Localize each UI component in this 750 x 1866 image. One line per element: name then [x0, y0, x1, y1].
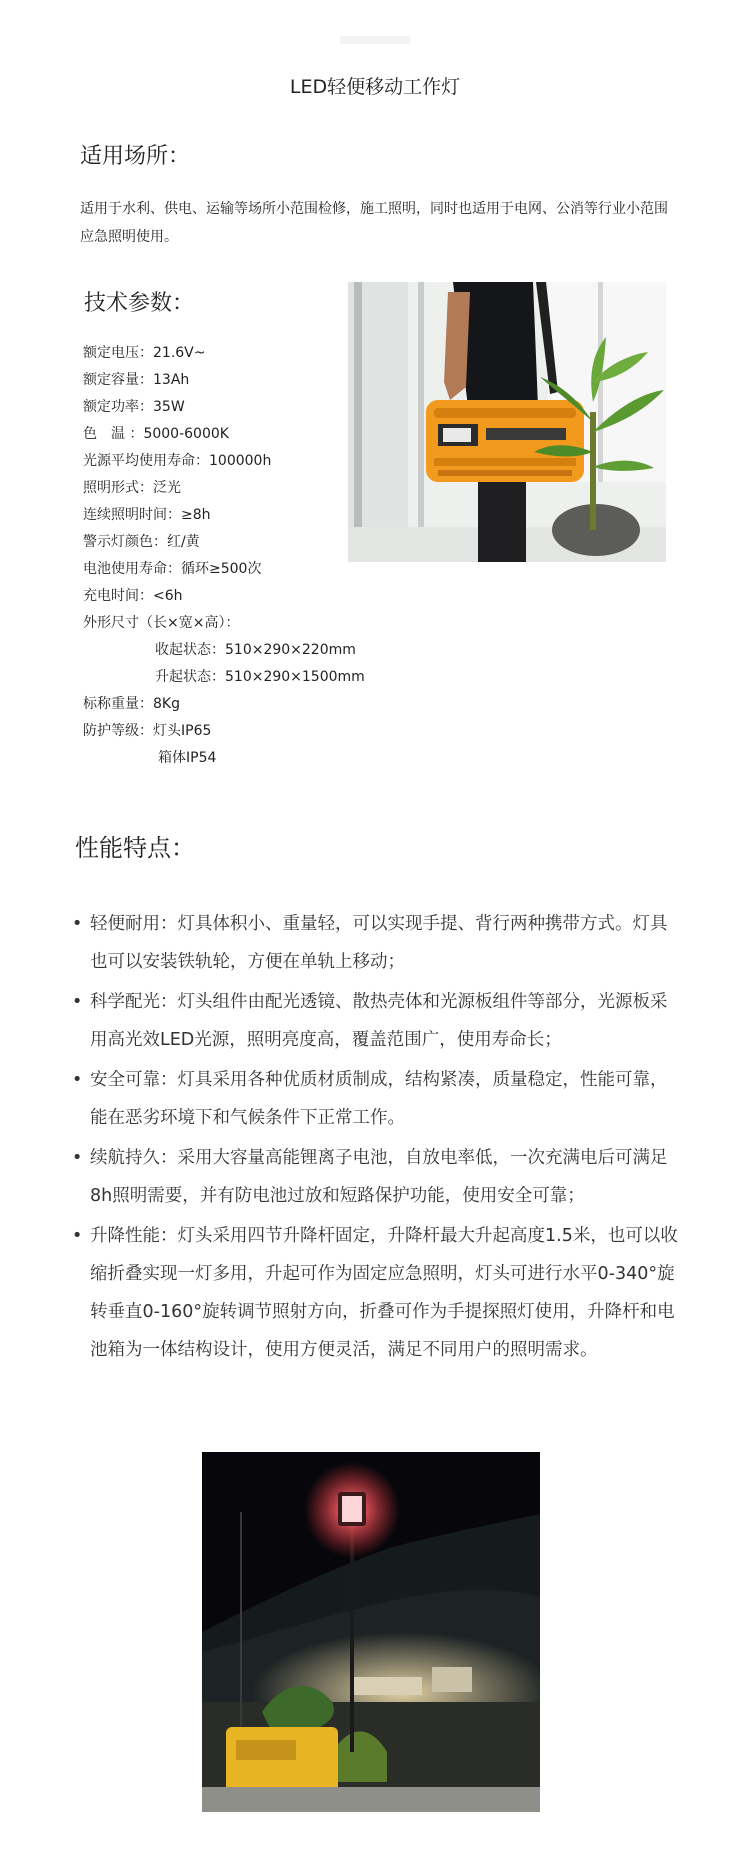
feature-text: 轻便耐用：灯具体积小、重量轻，可以实现手提、背行两种携带方式。灯具也可以安装铁轨轮，方便在单轨上移动；: [90, 914, 668, 972]
bullet-dot: •: [72, 1226, 83, 1246]
spec-item: [155, 639, 356, 659]
spec-label: 额定电压：: [83, 345, 153, 361]
spec-label: 电池使用寿命：: [83, 561, 181, 577]
feature-text: 升降性能：灯头采用四节升降杆固定，升降杆最大升起高度1.5米，也可以收缩折叠实现一灯多用，升起可作为固定应急照明，灯头可进行水平0-340°旋转垂直0-160°旋转调节照射方向，折叠可作为手提探照灯使用，升降杆和电池箱为一体结构设计，使用方便灵活，满足不同用户的照明需求。: [90, 1226, 678, 1360]
spec-item: [83, 450, 271, 470]
feature-item: [72, 983, 682, 1059]
spec-value: <6h: [153, 588, 183, 604]
carry-photo-illustration: [348, 282, 666, 562]
features-heading: 性能特点：: [75, 834, 195, 862]
bullet-dot: •: [72, 914, 83, 934]
night-photo-illustration: [202, 1452, 540, 1812]
spec-item: [158, 747, 216, 767]
spec-value: 21.6V~: [153, 345, 206, 361]
spec-label: 警示灯颜色：: [83, 534, 167, 550]
feature-text: 科学配光：灯头组件由配光透镜、散热壳体和光源板组件等部分，光源板采用高光效LED光源，照明亮度高，覆盖范围广，使用寿命长；: [90, 992, 668, 1050]
spec-item: [83, 369, 189, 389]
spec-value: 箱体IP54: [158, 750, 217, 766]
spec-item: [83, 585, 183, 605]
spec-value: 35W: [153, 399, 185, 415]
spec-label: 色 温 ：: [83, 426, 144, 442]
spec-label: 照明形式：: [83, 480, 153, 496]
spec-value: 5000-6000K: [143, 426, 229, 442]
page-title: LED轻便移动工作灯: [289, 76, 461, 98]
night-case-shape: [226, 1727, 338, 1797]
spec-label: 收起状态：: [155, 642, 225, 658]
spec-item: [83, 531, 200, 551]
spec-item: [83, 396, 185, 416]
product-night-photo: [202, 1452, 540, 1812]
spec-item: [83, 423, 229, 443]
bullet-dot: •: [72, 1070, 83, 1090]
spec-value: 510×290×1500mm: [225, 669, 365, 685]
spec-item: [83, 477, 181, 497]
feature-text: 续航持久：采用大容量高能锂离子电池，自放电率低，一次充满电后可满足8h照明需要，并有防电池过放和短路保护功能，使用安全可靠；: [90, 1148, 668, 1206]
spec-value: 510×290×220mm: [225, 642, 356, 658]
spec-label: 升起状态：: [155, 669, 225, 685]
application-text: 适用于水利、供电、运输等场所小范围检修，施工照明，同时也适用于电网、公消等行业小范围应急照明使用。: [80, 201, 668, 245]
spec-label: 防护等级：: [83, 723, 153, 739]
application-heading: 适用场所：: [80, 144, 191, 169]
spec-label: 光源平均使用寿命：: [83, 453, 209, 469]
feature-text: 安全可靠：灯具采用各种优质材质制成，结构紧凑，质量稳定，性能可靠，能在恶劣环境下和气候条件下正常工作。: [90, 1070, 668, 1128]
spec-value: ≥8h: [181, 507, 211, 523]
spec-label: 外形尺寸（长×宽×高）：: [83, 615, 240, 631]
spec-item: [155, 666, 365, 686]
bullet-dot: •: [72, 1148, 83, 1168]
spec-value: 100000h: [209, 453, 272, 469]
feature-item: [72, 1217, 682, 1369]
spec-item: [83, 504, 211, 524]
product-carry-photo: [348, 282, 666, 562]
spec-label: 标称重量：: [83, 696, 153, 712]
spec-item: [83, 720, 211, 740]
spec-item: [83, 558, 261, 578]
spec-label: 额定功率：: [83, 399, 153, 415]
spec-value: 8Kg: [153, 696, 180, 712]
top-faint-mark: [340, 36, 410, 44]
spec-value: 泛光: [153, 480, 181, 496]
spec-label: 连续照明时间：: [83, 507, 181, 523]
spec-item: [83, 342, 205, 362]
spec-value: 循环≥500次: [181, 561, 262, 577]
feature-item: [72, 1139, 682, 1215]
spec-label: 充电时间：: [83, 588, 153, 604]
bullet-dot: •: [72, 992, 83, 1012]
feature-item: [72, 905, 682, 981]
spec-item: [83, 612, 239, 632]
spec-value: 13Ah: [153, 372, 190, 388]
spec-value: 灯头IP65: [153, 723, 212, 739]
specs-heading: 技术参数：: [84, 291, 195, 316]
spec-value: 红/黄: [167, 534, 200, 550]
spec-item: [83, 693, 180, 713]
feature-item: [72, 1061, 682, 1137]
spec-label: 额定容量：: [83, 372, 153, 388]
